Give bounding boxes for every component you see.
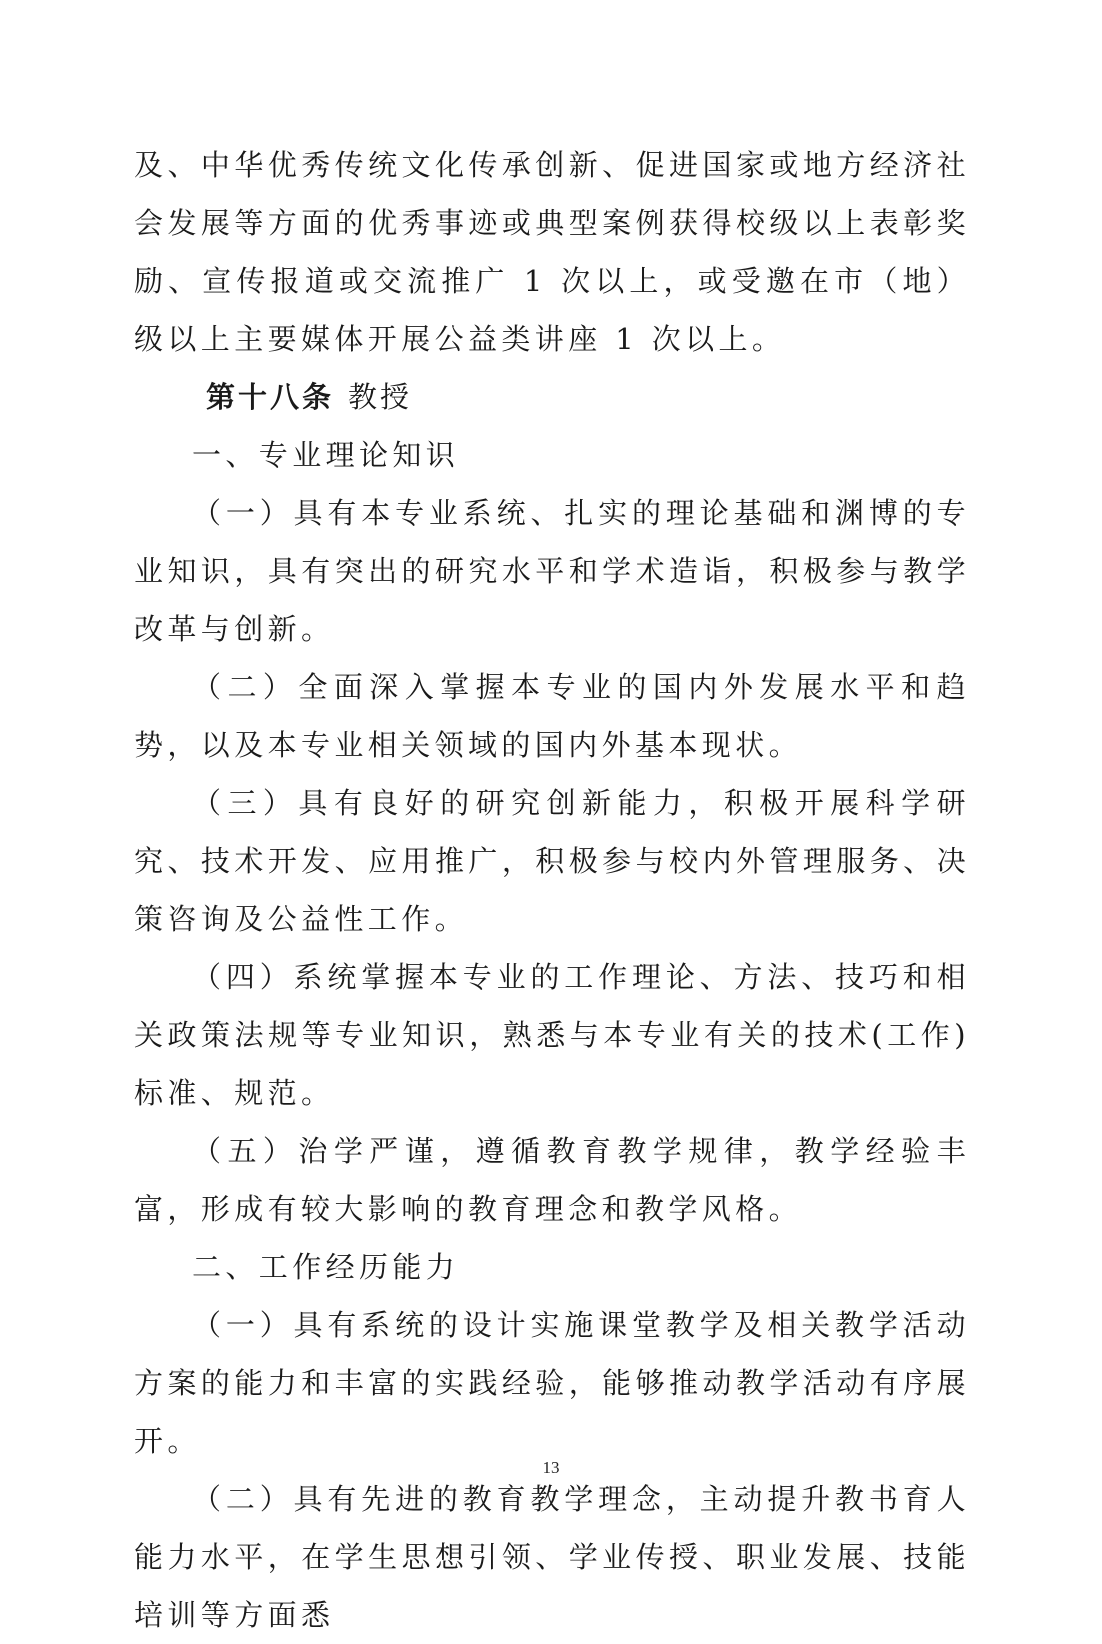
section1-item-1: （一）具有本专业系统、扎实的理论基础和渊博的专业知识，具有突出的研究水平和学术造诣，积极参与教学改革与创新。 — [134, 496, 970, 646]
article-title: 教授 — [348, 380, 413, 414]
document-body — [134, 136, 970, 1644]
continuation-paragraph: 及、中华优秀传统文化传承创新、促进国家或地方经济社会发展等方面的优秀事迹或典型案例获得校级以上表彰奖励、宣传报道或交流推广 1 次以上，或受邀在市（地）级以上主要媒体开展公益类讲座 1 次以上。 — [134, 148, 970, 356]
section2-item-2: （二）具有先进的教育教学理念，主动提升教书育人能力水平，在学生思想引领、学业传授、职业发展、技能培训等方面悉 — [134, 1482, 970, 1632]
section1-item-2: （二）全面深入掌握本专业的国内外发展水平和趋势，以及本专业相关领域的国内外基本现状。 — [134, 670, 970, 762]
article-number: 第十八条 — [206, 380, 335, 414]
section1-item-4: （四）系统掌握本专业的工作理论、方法、技巧和相关政策法规等专业知识，熟悉与本专业有关的技术(工作)标准、规范。 — [134, 960, 970, 1110]
article-heading — [134, 368, 970, 426]
section1-item-5: （五）治学严谨，遵循教育教学规律，教学经验丰富，形成有较大影响的教育理念和教学风格。 — [134, 1134, 970, 1226]
section-heading-1: 一、专业理论知识 — [192, 438, 460, 472]
section-heading-2: 二、工作经历能力 — [192, 1250, 460, 1284]
section2-item-1: （一）具有系统的设计实施课堂教学及相关教学活动方案的能力和丰富的实践经验，能够推动教学活动有序展开。 — [134, 1308, 970, 1458]
section1-item-3: （三）具有良好的研究创新能力，积极开展科学研究、技术开发、应用推广，积极参与校内外管理服务、决策咨询及公益性工作。 — [134, 786, 970, 936]
page-number: 13 — [542, 1458, 560, 1477]
